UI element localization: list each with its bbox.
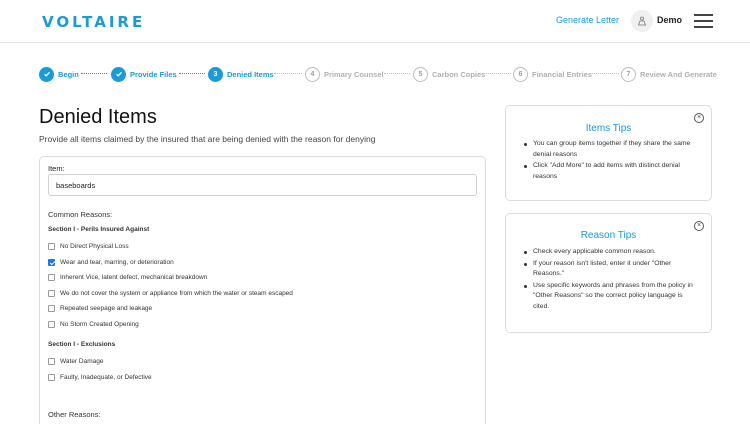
reason-option[interactable] [48,257,174,267]
step-connector [484,73,511,74]
reason-option[interactable] [48,372,152,382]
generate-letter-link[interactable]: Generate Letter [556,15,620,25]
step-label: Carbon Copies [432,69,486,79]
step-connector [592,73,619,74]
close-icon[interactable]: × [694,221,704,231]
menu-icon[interactable] [694,14,713,28]
app-header [0,0,750,43]
step-label: Provide Files [130,69,177,79]
step-label: Primary Counsel [324,69,384,79]
step-number: 3 [208,67,223,82]
step-connector [274,73,302,74]
reason-label: No Storm Created Opening [60,320,139,328]
step-provide-files[interactable] [111,66,177,82]
denied-item-card [39,156,486,424]
items-tips-list [524,139,699,183]
checkbox[interactable] [48,290,55,297]
step-connector [384,73,410,74]
page-title: Denied Items [39,106,157,128]
reason-option[interactable] [48,303,152,313]
reason-label: Wear and tear, marring, or deterioration [60,258,174,266]
step-label: Denied Items [227,69,274,79]
user-icon [637,16,647,26]
reason-tips-list [524,247,699,313]
items-tips-title: Items Tips [585,123,632,134]
step-label: Begin [58,69,79,79]
step-begin[interactable] [39,66,79,82]
step-connector [81,73,107,74]
section-title-perils: Section I - Perils Insured Against [48,226,150,233]
other-reasons-label: Other Reasons: [48,410,101,419]
page-subtitle: Provide all items claimed by the insured that are being denied with the reason for denying [39,134,376,144]
tip-bullet: If your reason isn't listed, enter it under "Other Reasons." [524,259,699,280]
step-primary-counsel[interactable] [305,66,384,82]
reason-tips-panel [505,213,712,333]
checkbox[interactable] [48,305,55,312]
step-number: 5 [413,67,428,82]
step-number: 4 [305,67,320,82]
tip-bullet: Check every applicable common reason. [524,247,699,258]
reason-option[interactable] [48,356,103,366]
reason-option[interactable] [48,288,293,298]
tip-bullet: You can group items together if they share the same denial reasons [524,139,699,160]
step-connector [179,73,205,74]
close-icon[interactable]: × [694,113,704,123]
items-tips-panel [505,105,712,201]
reason-label: Repeated seepage and leakage [60,304,153,312]
step-review-and-generate[interactable] [621,66,717,82]
checkbox[interactable] [48,321,55,328]
step-financial-entries[interactable] [513,66,592,82]
check-icon [39,67,54,82]
voltaire-logo[interactable]: VOLTAIRE [42,13,146,31]
tip-bullet: Click "Add More" to add items with distinct denial reasons [524,161,699,182]
step-label: Financial Entries [532,69,593,79]
step-number: 6 [513,67,528,82]
checkbox[interactable] [48,358,55,365]
step-number: 7 [621,67,636,82]
step-denied-items[interactable] [208,66,274,82]
section-title-exclusions: Section I - Exclusions [48,341,116,348]
user-name[interactable]: Demo [657,15,683,25]
reason-option[interactable] [48,319,139,329]
user-avatar[interactable] [631,10,653,32]
item-label: Item: [48,164,65,173]
reason-tips-title: Reason Tips [580,230,637,241]
check-icon [111,67,126,82]
reason-label: We do not cover the system or appliance from which the water or steam escaped [60,289,293,297]
reason-label: Water Damage [60,357,104,365]
reason-option[interactable] [48,241,129,251]
checkbox-checked[interactable] [48,259,55,266]
step-label: Review And Generate [640,69,717,79]
checkbox[interactable] [48,243,55,250]
reason-label: Faulty, Inadequate, or Defective [60,373,152,381]
step-carbon-copies[interactable] [413,66,485,82]
common-reasons-label: Common Reasons: [48,210,113,219]
reason-label: No Direct Physical Loss [60,242,129,250]
tip-bullet: Use specific keywords and phrases from the policy in "Other Reasons" so the correct policy language is cited. [524,281,699,313]
reason-option[interactable] [48,272,207,282]
item-input[interactable] [48,174,477,196]
checkbox[interactable] [48,274,55,281]
progress-stepper [39,66,719,82]
reason-label: Inherent Vice, latent defect, mechanical breakdown [60,273,208,281]
checkbox[interactable] [48,374,55,381]
